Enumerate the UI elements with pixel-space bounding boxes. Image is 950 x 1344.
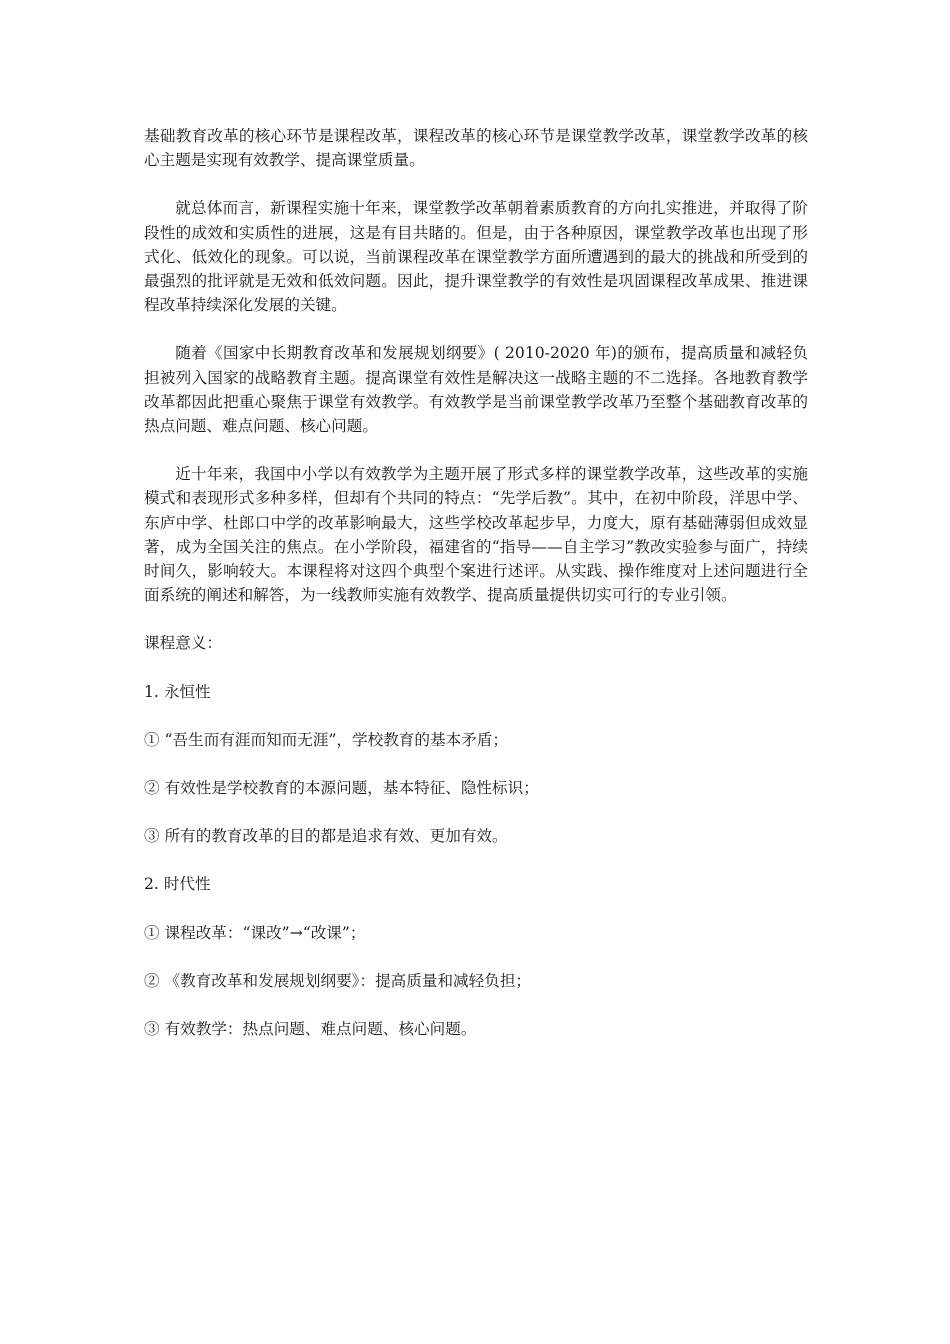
- document-page: [144, 124, 808, 1041]
- paragraph-intro: 基础教育改革的核心环节是课程改革，课程改革的核心环节是课堂教学改革，课堂教学改革的核心主题是实现有效教学、提高课堂质量。: [144, 127, 808, 170]
- section-heading-timeliness: 2. 时代性: [144, 875, 211, 894]
- list-item: ② 《教育改革和发展规划纲要》：提高质量和减轻负担；: [144, 971, 532, 990]
- section-title: 课程意义：: [144, 634, 222, 653]
- list-item: ③ 所有的教育改革的目的都是追求有效、更加有效。: [144, 827, 508, 846]
- list-item: ③ 有效教学：热点问题、难点问题、核心问题。: [144, 1020, 477, 1039]
- paragraph-policy: 随着《国家中长期教育改革和发展规划纲要》( 2010-2020 年)的颁布，提高质量和减轻负担被列入国家的战略教育主题。提高课堂有效性是解决这一战略主题的不二选择。各地教育教学改革都因此把重心聚焦于课堂有效教学。有效教学是当前课堂教学改革乃至整个基础教育改革的热点问题、难点问题、核心问题。: [144, 344, 808, 436]
- list-item: ① 课程改革：“课改”→“改课”；: [144, 923, 366, 942]
- list-item: ① “吾生而有涯而知而无涯”，学校教育的基本矛盾；: [144, 730, 508, 749]
- paragraph-practice: 近十年来，我国中小学以有效教学为主题开展了形式多样的课堂教学改革，这些改革的实施模式和表现形式多种多样，但却有个共同的特点：“先学后教”。其中，在初中阶段，洋思中学、东庐中学、杜郎口中学的改革影响最大，这些学校改革起步早，力度大，原有基础薄弱但成效显著，成为全国关注的焦点。在小学阶段，福建省的“指导——自主学习”教改实验参与面广，持续时间久，影响较大。本课程将对这四个典型个案进行述评。从实践、操作维度对上述问题进行全面系统的阐述和解答，为一线教师实施有效教学、提高质量提供切实可行的专业引领。: [144, 465, 808, 605]
- list-item: ② 有效性是学校教育的本源问题，基本特征、隐性标识；: [144, 779, 539, 798]
- paragraph-overview: 就总体而言，新课程实施十年来，课堂教学改革朝着素质教育的方向扎实推进，并取得了阶段性的成效和实质性的进展，这是有目共睹的。但是，由于各种原因，课堂教学改革也出现了形式化、低效化的现象。可以说，当前课程改革在课堂教学方面所遭遇到的最大的挑战和所受到的最强烈的批评就是无效和低效问题。因此，提升课堂教学的有效性是巩固课程改革成果、推进课程改革持续深化发展的关键。: [144, 199, 808, 315]
- section-heading-permanence: 1. 永恒性: [144, 682, 211, 701]
